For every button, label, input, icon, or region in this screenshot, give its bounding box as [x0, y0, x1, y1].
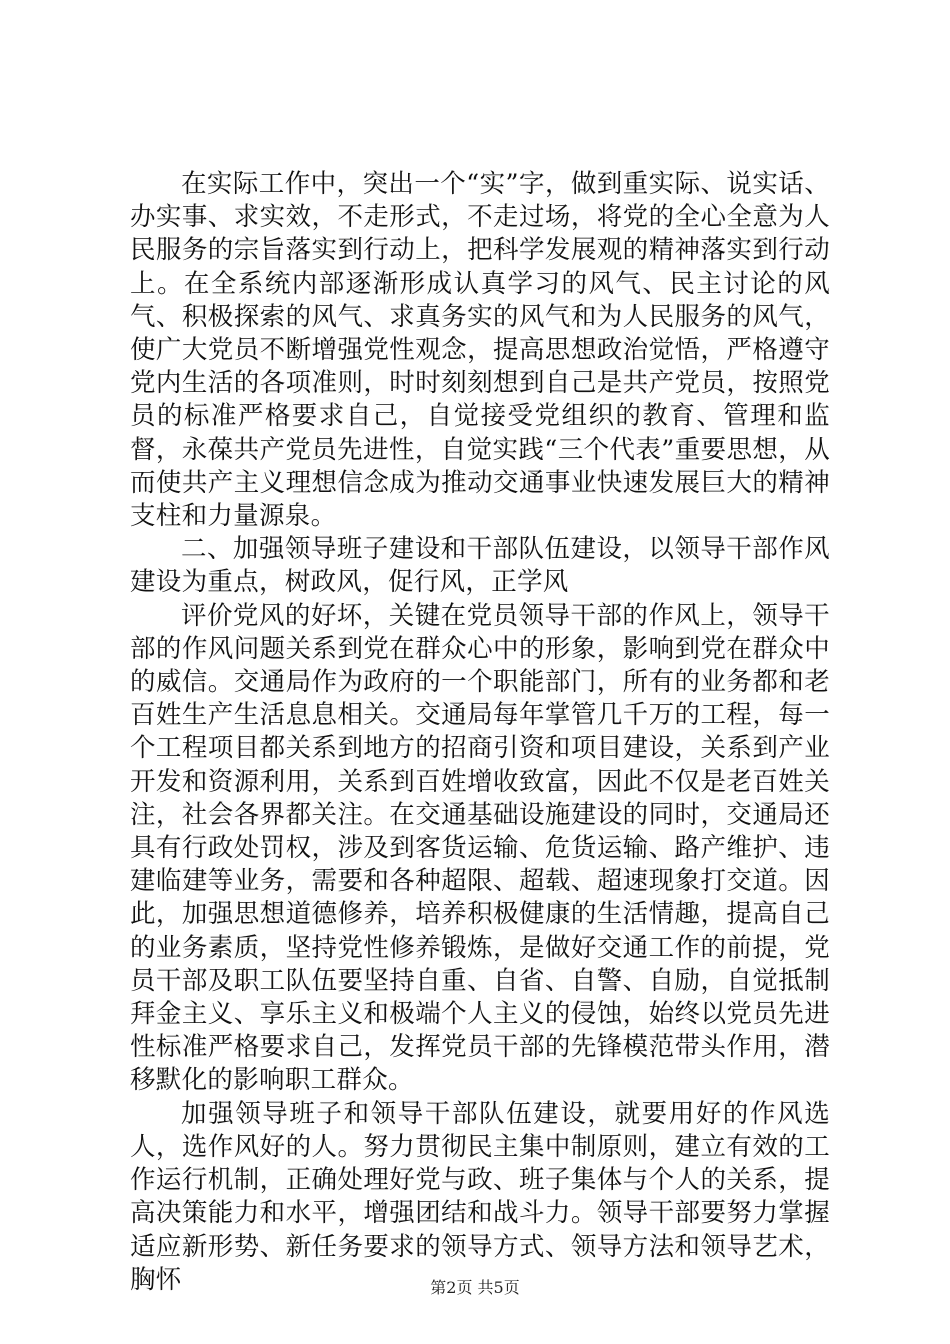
paragraph-practical-work: 在实际工作中，突出一个“实”字，做到重实际、说实话、办实事、求实效，不走形式，不走过场，将党的全心全意为人民服务的宗旨落实到行动上，把科学发展观的精神落实到行动上。在全系统内部逐渐形成认真学习的风气、民主讨论的风气、积极探索的风气、求真务实的风气和为人民服务的风气，使广大党员不断增强党性观念，提高思想政治觉悟，严格遵守党内生活的各项准则，时时刻刻想到自己是共产党员，按照党员的标准严格要求自己，自觉接受党组织的教育、管理和监督，永葆共产党员先进性，自觉实践“三个代表”重要思想，从而使共产主义理想信念成为推动交通事业快速发展巨大的精神支柱和力量源泉。: [130, 169, 830, 532]
paragraph-leadership-building: 加强领导班子和领导干部队伍建设，就要用好的作风选人，选作风好的人。努力贯彻民主集中制原则，建立有效的工作运行机制，正确处理好党与政、班子集体与个人的关系，提高决策能力和水平，增强团结和战斗力。领导干部要努力掌握适应新形势、新任务要求的领导方式、领导方法和领导艺术，胸怀: [130, 1098, 830, 1295]
page-number-footer: 第2页 共5页: [430, 1278, 520, 1297]
paragraph-party-style: 评价党风的好坏，关键在党员领导干部的作风上，领导干部的作风问题关系到党在群众心中的形象，影响到党在群众中的威信。交通局作为政府的一个职能部门，所有的业务都和老百姓生产生活息息相关。交通局每年掌管几千万的工程，每一个工程项目都关系到地方的招商引资和项目建设，关系到产业开发和资源利用，关系到百姓增收致富，因此不仅是老百姓关注，社会各界都关注。在交通基础设施建设的同时，交通局还具有行政处罚权，涉及到客货运输、危货运输、路产维护、违建临建等业务，需要和各种超限、超载、超速现象打交道。因此，加强思想道德修养，培养积极健康的生活情趣，提高自己的业务素质，坚持党性修养锻炼，是做好交通工作的前提，党员干部及职工队伍要坚持自重、自省、自警、自励，自觉抵制拜金主义、享乐主义和极端个人主义的侵蚀，始终以党员先进性标准严格要求自己，发挥党员干部的先锋模范带头作用，潜移默化的影响职工群众。: [130, 600, 830, 1096]
document-body: [130, 168, 830, 1297]
section-heading-two: 二、加强领导班子建设和干部队伍建设，以领导干部作风建设为重点，树政风，促行风，正学风: [130, 534, 830, 598]
